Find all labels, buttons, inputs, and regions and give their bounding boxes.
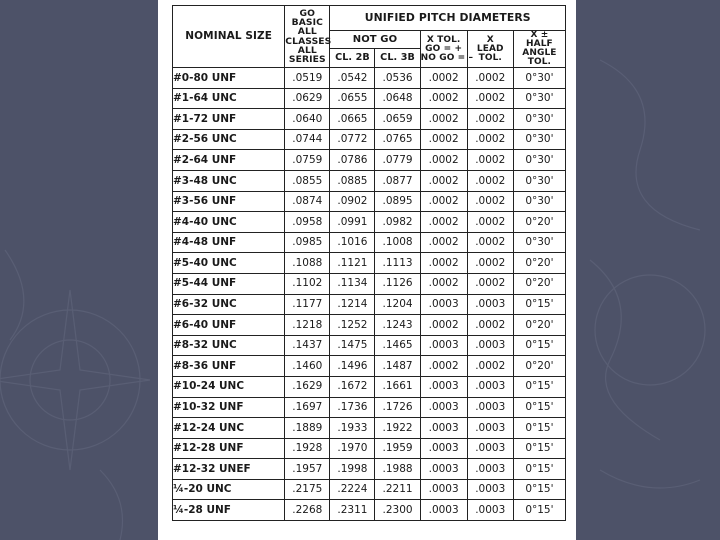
- nominal-size-cell: #3-48 UNC: [173, 170, 285, 191]
- cl-3b-cell: .0536: [375, 68, 420, 89]
- cl-3b-cell: .1988: [375, 459, 420, 480]
- x-lead-tol-cell: .0003: [467, 335, 513, 356]
- cl-3b-cell: .0779: [375, 150, 420, 171]
- nominal-size-cell: #6-32 UNC: [173, 294, 285, 315]
- nominal-size-cell: ¼-20 UNC: [173, 479, 285, 500]
- x-lead-tol-cell: .0002: [467, 356, 513, 377]
- header-x-lead-line: X: [486, 34, 494, 45]
- x-tol-cell: .0003: [420, 397, 467, 418]
- x-lead-tol-cell: .0003: [467, 438, 513, 459]
- table-row: [173, 232, 566, 253]
- go-basic-cell: .1928: [285, 438, 330, 459]
- nominal-size-cell: #2-64 UNF: [173, 150, 285, 171]
- cl-3b-cell: .1487: [375, 356, 420, 377]
- x-lead-tol-cell: .0002: [467, 212, 513, 233]
- nominal-size-cell: #12-32 UNEF: [173, 459, 285, 480]
- cl-3b-cell: .0765: [375, 129, 420, 150]
- x-half-angle-tol-cell: 0°30': [513, 232, 565, 253]
- cl-3b-cell: .0895: [375, 191, 420, 212]
- go-basic-cell: .1697: [285, 397, 330, 418]
- x-half-angle-tol-cell: 0°15': [513, 397, 565, 418]
- cl-2b-cell: .1214: [330, 294, 375, 315]
- cl-2b-cell: .1736: [330, 397, 375, 418]
- header-x-lead-line: TOL.: [478, 52, 502, 63]
- nominal-size-cell: #10-24 UNC: [173, 376, 285, 397]
- x-tol-cell: .0003: [420, 335, 467, 356]
- go-basic-cell: .1088: [285, 253, 330, 274]
- nominal-size-cell: #1-72 UNF: [173, 109, 285, 130]
- x-lead-tol-cell: .0003: [467, 397, 513, 418]
- header-x-tol: [420, 31, 474, 68]
- x-tol-cell: .0002: [420, 88, 467, 109]
- header-x-half-line: HALF: [526, 39, 553, 49]
- x-lead-tol-cell: .0002: [467, 273, 513, 294]
- x-half-angle-tol-cell: 0°20': [513, 253, 565, 274]
- go-basic-cell: .0744: [285, 129, 330, 150]
- cl-2b-cell: .1933: [330, 418, 375, 439]
- cl-2b-cell: .1475: [330, 335, 375, 356]
- thread-spec-sheet: [158, 0, 576, 540]
- x-tol-cell: .0002: [420, 68, 467, 89]
- nominal-size-cell: #5-44 UNF: [173, 273, 285, 294]
- cl-2b-cell: .2311: [330, 500, 375, 521]
- nominal-size-cell: #1-64 UNC: [173, 88, 285, 109]
- cl-2b-cell: .1121: [330, 253, 375, 274]
- table-body: [173, 68, 566, 521]
- cl-2b-cell: .1496: [330, 356, 375, 377]
- table-row: [173, 253, 566, 274]
- go-basic-cell: .0855: [285, 170, 330, 191]
- x-tol-cell: .0002: [420, 232, 467, 253]
- x-lead-tol-cell: .0003: [467, 376, 513, 397]
- cl-2b-cell: .1672: [330, 376, 375, 397]
- x-half-angle-tol-cell: 0°30': [513, 88, 565, 109]
- header-go-basic-line: ALL: [297, 26, 317, 38]
- x-tol-cell: .0003: [420, 294, 467, 315]
- x-lead-tol-cell: .0002: [467, 150, 513, 171]
- x-half-angle-tol-cell: 0°30': [513, 191, 565, 212]
- table-row: [173, 170, 566, 191]
- nominal-size-cell: #3-56 UNF: [173, 191, 285, 212]
- cl-3b-cell: .1465: [375, 335, 420, 356]
- table-row: [173, 294, 566, 315]
- cl-2b-cell: .1252: [330, 315, 375, 336]
- header-x-half-line: X ±: [530, 30, 549, 40]
- nominal-size-cell: #5-40 UNC: [173, 253, 285, 274]
- x-tol-cell: .0002: [420, 273, 467, 294]
- go-basic-cell: .0958: [285, 212, 330, 233]
- cl-2b-cell: .1016: [330, 232, 375, 253]
- cl-3b-cell: .1922: [375, 418, 420, 439]
- header-go-basic-line: BASIC: [291, 17, 324, 29]
- x-tol-cell: .0002: [420, 129, 467, 150]
- header-x-half-line: TOL.: [527, 57, 552, 67]
- table-row: [173, 479, 566, 500]
- pitch-diameter-table: [172, 5, 566, 521]
- table-row: [173, 418, 566, 439]
- x-tol-cell: .0003: [420, 418, 467, 439]
- x-tol-cell: .0002: [420, 315, 467, 336]
- go-basic-cell: .1957: [285, 459, 330, 480]
- cl-3b-cell: .2211: [375, 479, 420, 500]
- x-half-angle-tol-cell: 0°20': [513, 315, 565, 336]
- cl-2b-cell: .0786: [330, 150, 375, 171]
- nominal-size-cell: #10-32 UNF: [173, 397, 285, 418]
- table-row: [173, 273, 566, 294]
- header-go-basic-line: CLASSES: [285, 35, 332, 47]
- x-tol-cell: .0003: [420, 479, 467, 500]
- x-tol-cell: .0002: [420, 191, 467, 212]
- cl-3b-cell: .1661: [375, 376, 420, 397]
- table-row: [173, 129, 566, 150]
- go-basic-cell: .2268: [285, 500, 330, 521]
- header-x-tol-line: GO = +: [425, 43, 463, 54]
- x-half-angle-tol-cell: 0°20': [513, 212, 565, 233]
- cl-2b-cell: .0902: [330, 191, 375, 212]
- cl-3b-cell: .1204: [375, 294, 420, 315]
- x-half-angle-tol-cell: 0°15': [513, 418, 565, 439]
- nominal-size-cell: #8-32 UNC: [173, 335, 285, 356]
- go-basic-cell: .1218: [285, 315, 330, 336]
- cl-2b-cell: .0772: [330, 129, 375, 150]
- header-x-tol-line: NO GO = –: [420, 52, 474, 63]
- header-go-basic-line: ALL: [297, 44, 317, 56]
- x-lead-tol-cell: .0003: [467, 479, 513, 500]
- table-row: [173, 68, 566, 89]
- table-row: [173, 109, 566, 130]
- x-half-angle-tol-cell: 0°15': [513, 459, 565, 480]
- cl-3b-cell: .1126: [375, 273, 420, 294]
- nominal-size-cell: #2-56 UNC: [173, 129, 285, 150]
- x-tol-cell: .0002: [420, 109, 467, 130]
- nominal-size-cell: #4-48 UNF: [173, 232, 285, 253]
- header-nominal-size: NOMINAL SIZE: [173, 6, 285, 68]
- table-row: [173, 88, 566, 109]
- cl-2b-cell: .0885: [330, 170, 375, 191]
- x-lead-tol-cell: .0002: [467, 253, 513, 274]
- x-tol-cell: .0003: [420, 500, 467, 521]
- header-go-basic-line: SERIES: [288, 53, 326, 65]
- header-go-basic: [285, 6, 330, 68]
- x-lead-tol-cell: .0003: [467, 459, 513, 480]
- x-lead-tol-cell: .0002: [467, 109, 513, 130]
- x-lead-tol-cell: .0002: [467, 170, 513, 191]
- header-x-lead-line: LEAD: [476, 43, 504, 54]
- nominal-size-cell: #4-40 UNC: [173, 212, 285, 233]
- cl-3b-cell: .0877: [375, 170, 420, 191]
- table-row: [173, 438, 566, 459]
- header-x-lead-tol: [467, 31, 513, 68]
- x-lead-tol-cell: .0003: [467, 294, 513, 315]
- x-tol-cell: .0003: [420, 376, 467, 397]
- header-x-tol-line: X TOL.: [426, 34, 461, 45]
- x-half-angle-tol-cell: 0°20': [513, 356, 565, 377]
- header-go-basic-line: GO: [299, 7, 316, 19]
- table-row: [173, 500, 566, 521]
- cl-3b-cell: .0982: [375, 212, 420, 233]
- table-row: [173, 459, 566, 480]
- header-cl-3b: CL. 3B: [375, 49, 420, 68]
- header-not-go: NOT GO: [330, 31, 420, 49]
- nominal-size-cell: #8-36 UNF: [173, 356, 285, 377]
- x-lead-tol-cell: .0002: [467, 68, 513, 89]
- go-basic-cell: .0985: [285, 232, 330, 253]
- go-basic-cell: .0629: [285, 88, 330, 109]
- x-lead-tol-cell: .0003: [467, 500, 513, 521]
- table-row: [173, 150, 566, 171]
- x-half-angle-tol-cell: 0°30': [513, 68, 565, 89]
- x-half-angle-tol-cell: 0°15': [513, 335, 565, 356]
- header-x-half-angle-tol: [513, 31, 565, 68]
- cl-3b-cell: .0659: [375, 109, 420, 130]
- go-basic-cell: .1102: [285, 273, 330, 294]
- x-tol-cell: .0002: [420, 212, 467, 233]
- go-basic-cell: .0640: [285, 109, 330, 130]
- x-half-angle-tol-cell: 0°15': [513, 376, 565, 397]
- x-tol-cell: .0002: [420, 253, 467, 274]
- nominal-size-cell: #0-80 UNF: [173, 68, 285, 89]
- cl-3b-cell: .1726: [375, 397, 420, 418]
- header-cl-2b: CL. 2B: [330, 49, 375, 68]
- x-lead-tol-cell: .0002: [467, 315, 513, 336]
- x-lead-tol-cell: .0002: [467, 191, 513, 212]
- go-basic-cell: .1177: [285, 294, 330, 315]
- x-half-angle-tol-cell: 0°30': [513, 170, 565, 191]
- x-half-angle-tol-cell: 0°15': [513, 500, 565, 521]
- nominal-size-cell: #6-40 UNF: [173, 315, 285, 336]
- go-basic-cell: .2175: [285, 479, 330, 500]
- table-row: [173, 315, 566, 336]
- go-basic-cell: .0874: [285, 191, 330, 212]
- nominal-size-cell: #12-24 UNC: [173, 418, 285, 439]
- cl-2b-cell: .0655: [330, 88, 375, 109]
- cl-2b-cell: .1970: [330, 438, 375, 459]
- cl-2b-cell: .1134: [330, 273, 375, 294]
- nominal-size-cell: #12-28 UNF: [173, 438, 285, 459]
- x-tol-cell: .0002: [420, 356, 467, 377]
- x-half-angle-tol-cell: 0°30': [513, 129, 565, 150]
- table-row: [173, 356, 566, 377]
- nominal-size-cell: ¼-28 UNF: [173, 500, 285, 521]
- go-basic-cell: .1460: [285, 356, 330, 377]
- cl-3b-cell: .2300: [375, 500, 420, 521]
- x-half-angle-tol-cell: 0°15': [513, 479, 565, 500]
- go-basic-cell: .0519: [285, 68, 330, 89]
- cl-3b-cell: .0648: [375, 88, 420, 109]
- table-row: [173, 376, 566, 397]
- cl-3b-cell: .1959: [375, 438, 420, 459]
- cl-2b-cell: .0991: [330, 212, 375, 233]
- x-lead-tol-cell: .0003: [467, 418, 513, 439]
- table-row: [173, 191, 566, 212]
- x-half-angle-tol-cell: 0°15': [513, 438, 565, 459]
- x-lead-tol-cell: .0002: [467, 232, 513, 253]
- go-basic-cell: .1437: [285, 335, 330, 356]
- x-lead-tol-cell: .0002: [467, 88, 513, 109]
- x-half-angle-tol-cell: 0°15': [513, 294, 565, 315]
- cl-2b-cell: .0542: [330, 68, 375, 89]
- x-lead-tol-cell: .0002: [467, 129, 513, 150]
- table-row: [173, 212, 566, 233]
- x-tol-cell: .0002: [420, 170, 467, 191]
- header-unified-pitch-diameters: UNIFIED PITCH DIAMETERS: [330, 6, 566, 31]
- go-basic-cell: .0759: [285, 150, 330, 171]
- x-half-angle-tol-cell: 0°20': [513, 273, 565, 294]
- go-basic-cell: .1629: [285, 376, 330, 397]
- table-row: [173, 335, 566, 356]
- cl-3b-cell: .1008: [375, 232, 420, 253]
- header-x-half-line: ANGLE: [522, 48, 557, 58]
- cl-3b-cell: .1113: [375, 253, 420, 274]
- x-half-angle-tol-cell: 0°30': [513, 150, 565, 171]
- cl-2b-cell: .1998: [330, 459, 375, 480]
- cl-3b-cell: .1243: [375, 315, 420, 336]
- go-basic-cell: .1889: [285, 418, 330, 439]
- cl-2b-cell: .0665: [330, 109, 375, 130]
- table-row: [173, 397, 566, 418]
- x-tol-cell: .0003: [420, 438, 467, 459]
- x-tol-cell: .0002: [420, 150, 467, 171]
- x-tol-cell: .0003: [420, 459, 467, 480]
- cl-2b-cell: .2224: [330, 479, 375, 500]
- x-half-angle-tol-cell: 0°30': [513, 109, 565, 130]
